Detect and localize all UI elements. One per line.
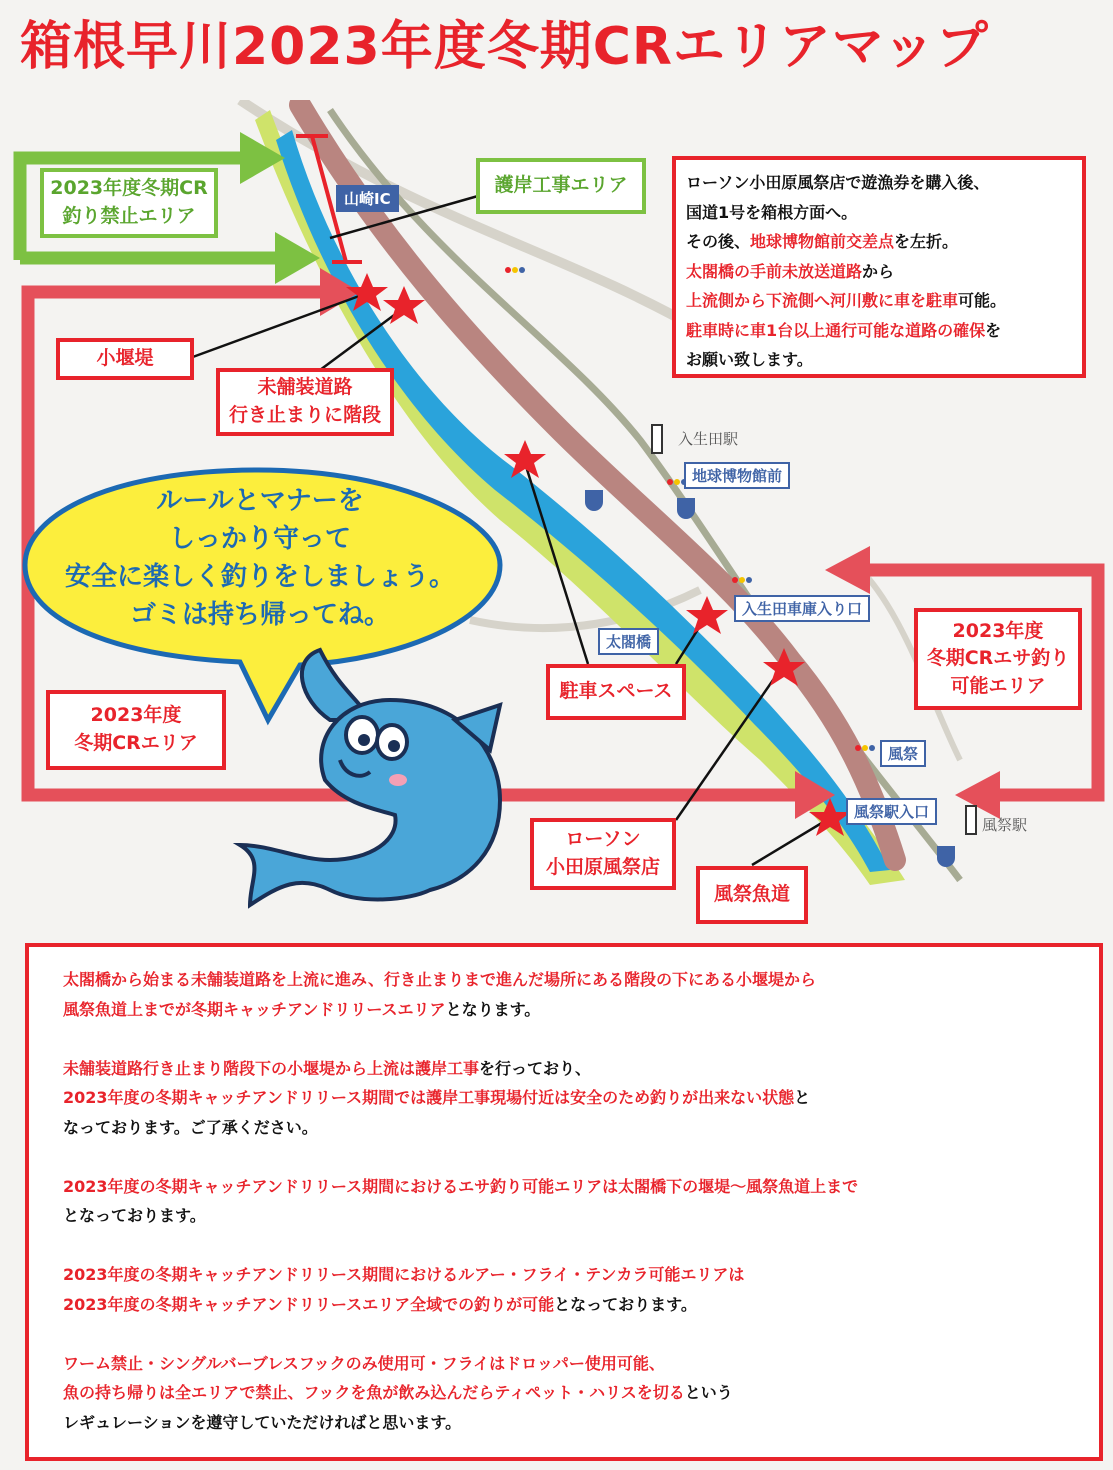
text-line — [63, 1408, 1065, 1438]
iriuda-depot-sign: 入生田車庫入り口 — [734, 595, 870, 622]
note-paragraph — [63, 1260, 1065, 1319]
museum-sign: 地球博物館前 — [684, 462, 790, 489]
text-line — [686, 227, 1072, 257]
text-line — [63, 1201, 1065, 1231]
text-segment: 駐車時に車1台以上通行可能な道路の確保 — [686, 320, 986, 340]
page-title: 箱根早川2023年度冬期CRエリアマップ — [20, 17, 989, 77]
text-segment: となっております。 — [63, 1206, 206, 1225]
text-segment: 魚の持ち帰りは全エリアで禁止、フックを魚が飲み込んだらティペット・ハリスを切る — [63, 1383, 685, 1402]
text-segment: を行っており、 — [479, 1058, 592, 1078]
text-line — [63, 1172, 1065, 1202]
note-paragraph — [63, 1349, 1065, 1438]
text-segment: 風祭魚道上までが冬期キャッチアンドリリースエリア — [63, 999, 446, 1019]
text-line — [686, 345, 1072, 375]
cr-area-label: 2023年度 冬期CRエリア — [46, 690, 226, 770]
text-segment: ローソン小田原風祭店で遊漁券を購入後、 — [686, 173, 990, 192]
unpaved-road-label: 未舗装道路 行き止まりに階段 — [216, 368, 394, 436]
regulation-notes — [25, 943, 1103, 1461]
text-segment: 2023年度の冬期キャッチアンドリリースエリア全域での釣りが可能 — [63, 1294, 555, 1314]
note-paragraph — [63, 965, 1065, 1024]
station-marker-icon — [966, 806, 976, 834]
access-info-box — [672, 156, 1086, 378]
text-segment: ワーム禁止・シングルバーブレスフックのみ使用可・フライはドロッパー使用可能、 — [63, 1353, 665, 1373]
text-segment: 太閤橋の手前未放送道路 — [686, 261, 863, 281]
text-line — [63, 995, 1065, 1025]
text-segment: 国道1号を箱根方面へ。 — [686, 202, 858, 222]
text-segment: 未舗装道路行き止まり階段下の小堰堤から上流は護岸工事 — [63, 1058, 480, 1078]
lawson-store-label: ローソン 小田原風祭店 — [530, 818, 676, 890]
text-segment: 太閤橋から始まる未舗装道路を上流に進み、行き止まりまで進んだ場所にある階段の下にある小堰堤から — [63, 970, 816, 989]
text-line — [63, 1083, 1065, 1113]
text-segment: 2023年度の冬期キャッチアンドリリース期間におけるルアー・フライ・テンカラ可能エリアは — [63, 1265, 745, 1284]
bait-fishing-area-label: 2023年度 冬期CRエサ釣り 可能エリア — [914, 608, 1082, 710]
taikou-bridge-sign: 太閤橋 — [598, 628, 659, 655]
text-line — [686, 198, 1072, 228]
text-segment: レギュレーションを遵守していただければと思います。 — [63, 1412, 462, 1432]
text-segment: 2023年度の冬期キャッチアンドリリース期間におけるエサ釣り可能エリアは太閤橋下の堰堤～風祭魚道上まで — [63, 1176, 859, 1196]
kazamatsuri-sign: 風祭 — [880, 740, 926, 767]
station-marker-icon — [652, 425, 662, 453]
manners-message: ルールとマナーを しっかり守って 安全に楽しく釣りをしましょう。 ゴミは持ち帰ってね。 — [64, 486, 455, 630]
text-line — [63, 1113, 1065, 1143]
text-segment: から — [862, 261, 895, 281]
kazamatsuri-station-label: 風祭駅 — [982, 816, 1028, 834]
text-segment: お願い致します。 — [686, 350, 813, 369]
text-segment: 地球博物館前交差点 — [750, 232, 895, 251]
text-line — [63, 1349, 1065, 1379]
text-line — [63, 965, 1065, 995]
text-segment: となります。 — [445, 999, 541, 1019]
no-fishing-area-label: 2023年度冬期CR 釣り禁止エリア — [40, 168, 218, 238]
text-segment: を左折。 — [894, 232, 959, 251]
text-segment: となっております。 — [554, 1294, 697, 1314]
note-paragraph — [63, 1172, 1065, 1231]
kazamatsuri-fishway-label: 風祭魚道 — [696, 866, 808, 924]
parking-space-label: 駐車スペース — [546, 664, 686, 720]
text-segment: 2023年度の冬期キャッチアンドリリース期間では護岸工事現場付近は安全のため釣りが出来ない状態 — [63, 1088, 795, 1107]
text-line — [63, 1290, 1065, 1320]
red-arrow-head — [825, 546, 870, 594]
text-line — [63, 1260, 1065, 1290]
text-line — [686, 168, 1072, 198]
kazamatsuri-station-entrance-sign: 風祭駅入口 — [846, 798, 937, 825]
text-line — [686, 286, 1072, 316]
text-segment: を — [985, 320, 1002, 340]
text-line — [686, 316, 1072, 346]
yamazaki-ic-sign: 山崎IC — [336, 185, 399, 212]
small-weir-label: 小堰堤 — [56, 338, 194, 380]
note-paragraph — [63, 1054, 1065, 1143]
text-segment: と — [794, 1088, 811, 1107]
text-line — [63, 1378, 1065, 1408]
text-segment: 上流側から下流側へ河川敷に車を駐車 — [686, 291, 959, 310]
text-segment: その後、 — [686, 232, 751, 251]
text-line — [63, 1054, 1065, 1084]
revetment-work-area-label: 護岸工事エリア — [476, 158, 646, 214]
iriuda-station-label: 入生田駅 — [678, 430, 739, 448]
text-segment: なっております。ご了承ください。 — [63, 1117, 318, 1137]
text-line — [686, 257, 1072, 287]
red-arrow-head — [955, 771, 1000, 819]
text-segment: 可能。 — [958, 291, 1007, 310]
text-segment: という — [684, 1383, 733, 1402]
